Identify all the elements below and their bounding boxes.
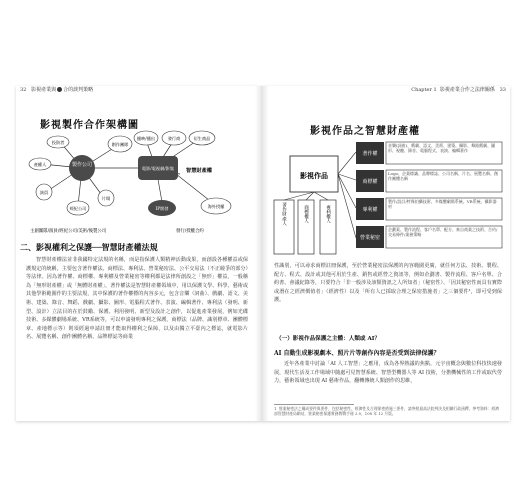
ip-row-label-copyright: 著作權 — [362, 151, 378, 157]
footnote — [274, 406, 502, 416]
left-diagram-title: 影視製作合作架構圖 — [40, 120, 139, 131]
ip-row-desc-trademark: Logo、企業標識、品牌標誌、公司名稱、片名、展覽名稱、創作團體名稱 — [388, 171, 499, 181]
left-running-head-mid: 合的談判策略 — [63, 87, 94, 93]
ip-row-label-trade-secret: 營業秘密 — [359, 235, 381, 241]
derivative-label: 衍生商品 — [193, 136, 211, 141]
ip-types-diagram — [272, 138, 506, 258]
right-page — [270, 86, 508, 421]
production-company-node — [69, 155, 95, 181]
ip-box-label: IP開發 — [155, 206, 169, 211]
right-question-heading: AI 自動生成影視劇本、照片片等創作內容是否受到法律保護？ — [274, 350, 440, 357]
ip-row-label-patent: 專利權 — [362, 207, 378, 213]
rights-holder-label: 產權人 — [33, 162, 47, 167]
ip-row-desc-copyright: 音樂(詞曲)、戲劇、語文、美術、建築、攝影、舞蹈戲劇、圖形、視聽、錄音、電腦程式、表演、編輯著作 — [388, 143, 496, 153]
ip-row-desc-patent: 製作/設計/特殊拍攝技術、多媒體劇場系統、VR系統、攝影器材 — [388, 199, 497, 209]
trademark-owner-box: 商標權人 — [303, 204, 309, 224]
right-diagram-title: 影視作品之智慧財產權 — [310, 126, 420, 137]
right-chapter-label: Chapter 1 — [411, 87, 437, 93]
broadcast-label: 播映/播出 — [136, 136, 156, 141]
film-product-label: 電影/電視劇/影集 — [141, 166, 175, 171]
footnote-number: 1 — [274, 406, 277, 411]
left-running-head-text: 影視產業與 — [31, 87, 57, 93]
right-body-paragraph-1: 性識別，可以尋求商標註冊保護，至於營業秘密法保護的內容範圍更廣，就任何方法、技術、製程、配方、程式、設計或其他可用於生產、銷售或經營之資訊等，例如企劃書、製作流程、客戶名單、合約書、會議紀錄等，只要符合「非一般涉及該類資訊之人所知者」（秘密性）、「因其秘密性而具有實際或潛在之經濟價值者」（經濟性）以及「所有人已採取合理之保密措施者」之三個要件¹，即可受到保護。 — [274, 263, 502, 304]
footnote-text: 營業秘密法之構成要件與要件，包括秘密性、經濟性及合理保密措施三要件，請參照最高法院判決及相關行政函釋，參考資料：經濟部智慧財產局網站，營業秘密保護實務教戰手冊 2.0，108 年 12 月版。 — [274, 406, 500, 416]
ip-rights-label: 智慧財產權 — [186, 168, 212, 174]
book-spine — [255, 86, 269, 421]
copyright-owner-box: 著作財產人 — [281, 202, 287, 226]
left-section-title: 二、影視權利之保護──智慧財產權法規 — [20, 242, 158, 252]
right-running-head — [411, 86, 506, 93]
ip-row-desc-trade-secret: 企劃案、製作流程、客戶名單、配方、來自商業之技術、合約/交易條件/業務策略 — [388, 227, 498, 237]
left-page-number: 32 — [20, 87, 27, 93]
right-page-number: 33 — [499, 87, 506, 93]
film-work-center: 影視作品 — [300, 171, 328, 180]
actors-label: 演員 — [39, 190, 49, 195]
film-reel-icon — [57, 87, 62, 92]
rights-footer-label: 發行/授權合約 — [176, 229, 204, 234]
right-body-paragraph-2: 近年各產業中討論「AI 人工智慧」之應用，成為各界熱議的焦點，元宇宙概念與數位科技快速發展，現代生活及工作場域中隨處可見智慧系統、智慧型機器人等 AI 技術，分擔機械性的工作或取代勞力，藝術領域也出現 AI 藝術作品，翻轉傳統人類創作的思維， — [274, 361, 502, 385]
footnote-rule — [274, 404, 354, 405]
patent-owner-box: 專利權人 — [325, 204, 331, 224]
right-running-head-text: 影視產業合作之法律關係 — [439, 87, 495, 93]
agency-label: 經紀公司 — [69, 206, 87, 211]
investor-label: 投資者 — [51, 140, 65, 145]
distribution-label: 發行商 — [167, 136, 181, 141]
studio-label: 片場 — [101, 196, 111, 201]
left-running-head — [20, 86, 93, 93]
cooperation-diagram — [26, 128, 254, 240]
right-subheading-text: （一）影視作品保護之主體：人類或 AI？ — [276, 336, 380, 342]
production-company-label: 製作公司 — [71, 162, 93, 168]
left-body-paragraph: 智慧財產權法並非我國特定法規的名稱，而是指保護人類精神活動成果，而創設各種權益或保護規定的統稱，主要包含著作權法、商標法、專利法、營業秘密法、公平交易法（不正競爭的部分）等法律。因為著作權、商標權、專利權及營業秘密等權利都是法律所創設之「無形」權益，一般稱為「無形財產權」或「無體財產權」，著作權法是智慧財產權領域中，用以保護文學、科學、藝術或其他學術範圍作的主要法規，其中保護的著作權標的內容多元，包含音樂（詞曲）、戲劇、語文、美術、建築、錄音、舞蹈、戲劇、攝影、圖形、電腦程式著作、表演、編輯著作、專利法（發明、新型、設計）立法目的在於鼓勵、保護、利用發明、新型及設計之創作，以促進產業發展，例如光碟技術、多媒體劇場系統、VR系統等，可以申請發明專利之保護，商標法（品牌、識別標章、團體標章、產地標示等）則須經過申請註冊才能取得權利之保障，以及由獨立平臺內之標誌，就電影片名、展覽名稱、創作團體名稱、品牌標誌等商業 — [26, 257, 248, 341]
overseas-label: 海外授權 — [207, 204, 225, 209]
ip-row-label-trademark: 商標權 — [362, 179, 378, 185]
left-page — [18, 86, 256, 421]
right-subheading — [276, 334, 380, 342]
creative-team-label: 創作團隊 — [111, 142, 129, 147]
partners-footer-label: 主創團隊/演員/經紀公司/美術/後製公司 — [30, 229, 107, 234]
